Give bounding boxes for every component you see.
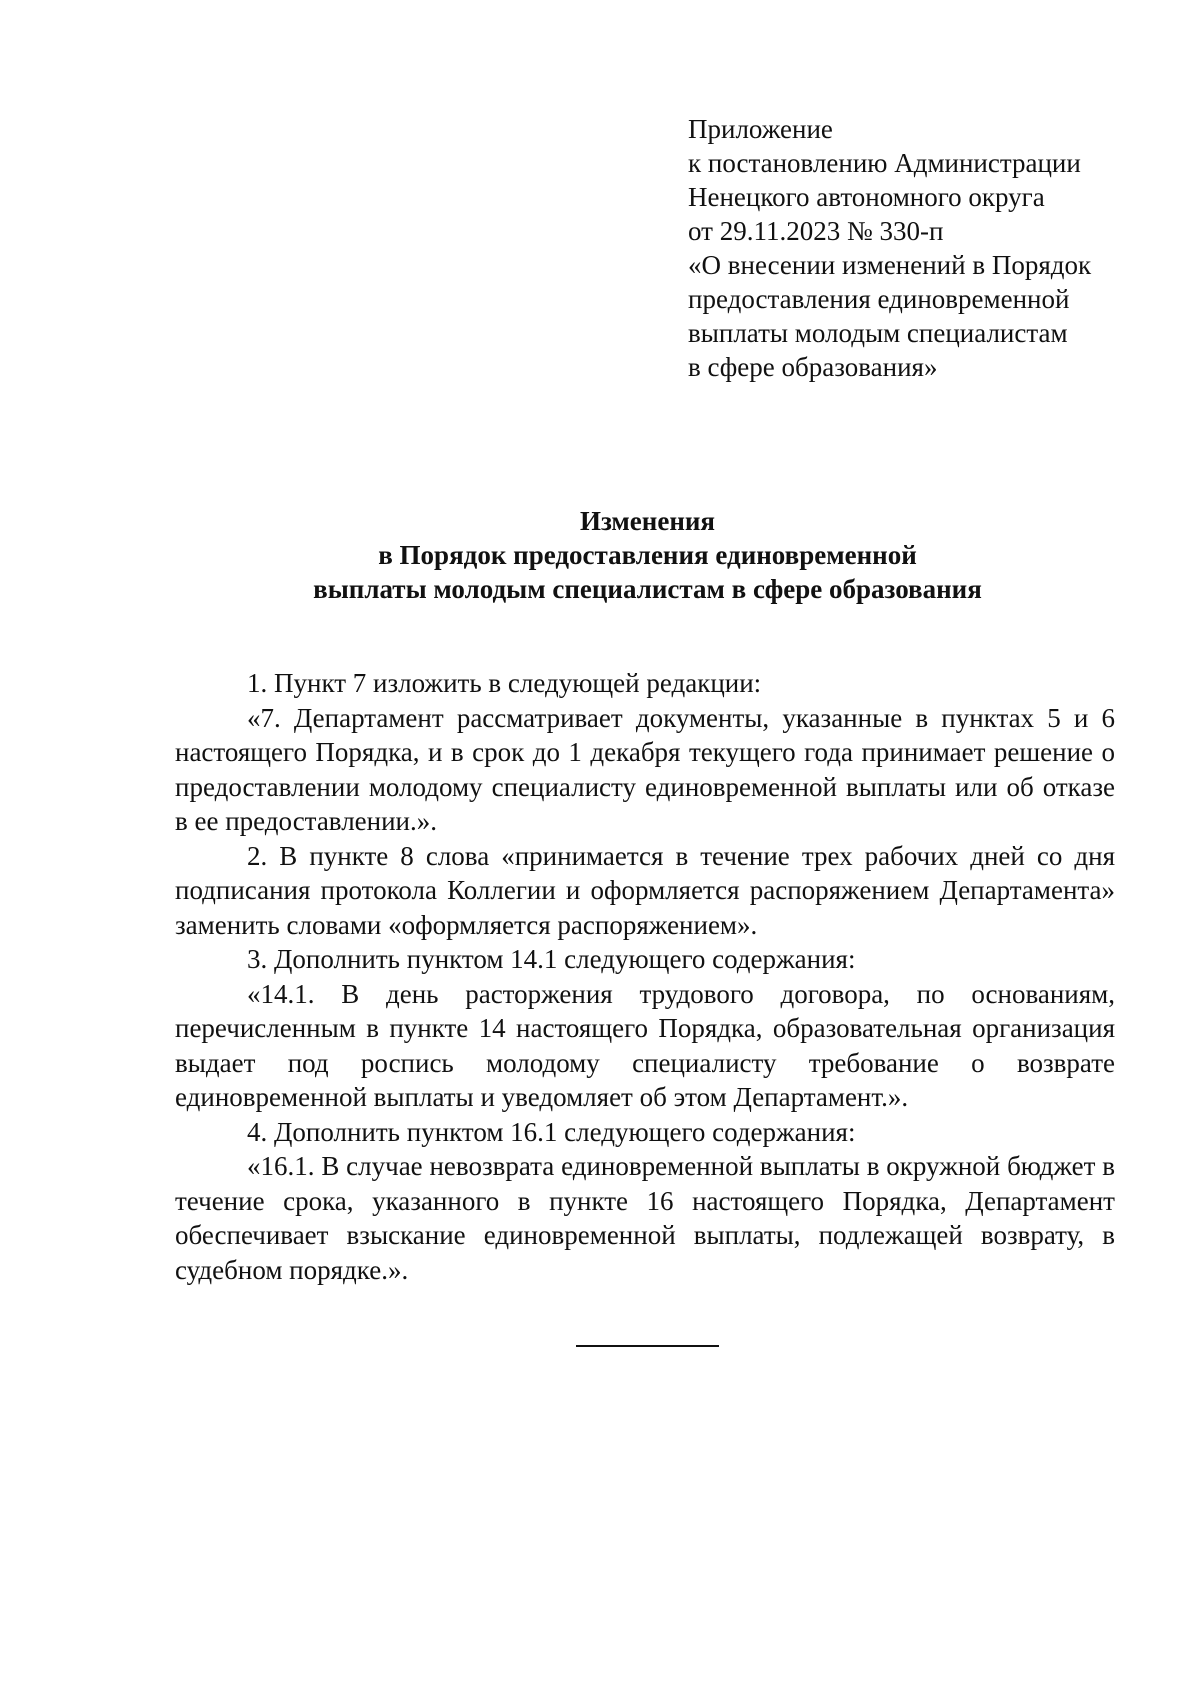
appendix-line: предоставления единовременной (688, 284, 1070, 314)
appendix-line: Ненецкого автономного округа (688, 182, 1045, 212)
paragraph: 4. Дополнить пунктом 16.1 следующего содержания: (247, 1116, 856, 1147)
appendix-line: «О внесении изменений в Порядок (688, 250, 1092, 280)
end-separator-line (576, 1345, 719, 1347)
paragraph: «14.1. В день расторжения трудового договора, по основаниям, перечисленным в пункте 14 настоящего Порядка, образовательная организация выдает под роспись молодому специалисту требование о возврате единовременной выплаты и уведомляет об этом Департамент.». (175, 978, 1115, 1112)
paragraph: 1. Пункт 7 изложить в следующей редакции: (247, 668, 762, 698)
appendix-line: от 29.11.2023 № 330-п (688, 216, 944, 246)
appendix-line: выплаты молодым специалистам (688, 318, 1068, 348)
document-title (180, 504, 1115, 606)
appendix-header (688, 112, 1158, 384)
document-body (175, 666, 1115, 1287)
title-line: в Порядок предоставления единовременной (378, 540, 917, 570)
paragraph: «16.1. В случае невозврата единовременной выплаты в окружной бюджет в течение срока, указанного в пункте 16 настоящего Порядка, Департамент обеспечивает взыскание единовременной выплаты, подлежащей возврату, в судебном порядке.». (175, 1151, 1115, 1285)
appendix-line: к постановлению Администрации (688, 148, 1081, 178)
appendix-line: в сфере образования» (688, 352, 938, 382)
appendix-line: Приложение (688, 114, 833, 144)
paragraph: 2. В пункте 8 слова «принимается в течение трех рабочих дней со дня подписания протокола Коллегии и оформляется распоряжением Департамента» заменить словами «оформляется распоряжением». (175, 840, 1115, 940)
paragraph: 3. Дополнить пунктом 14.1 следующего содержания: (247, 944, 856, 974)
title-line: Изменения (579, 506, 716, 536)
paragraph: «7. Департамент рассматривает документы, указанные в пунктах 5 и 6 настоящего Порядка, и в срок до 1 декабря текущего года принимает решение о предоставлении молодому специалисту единовременной выплаты или об отказе в ее предоставлении.». (175, 702, 1115, 836)
title-line: выплаты молодым специалистам в сфере образования (313, 574, 982, 604)
